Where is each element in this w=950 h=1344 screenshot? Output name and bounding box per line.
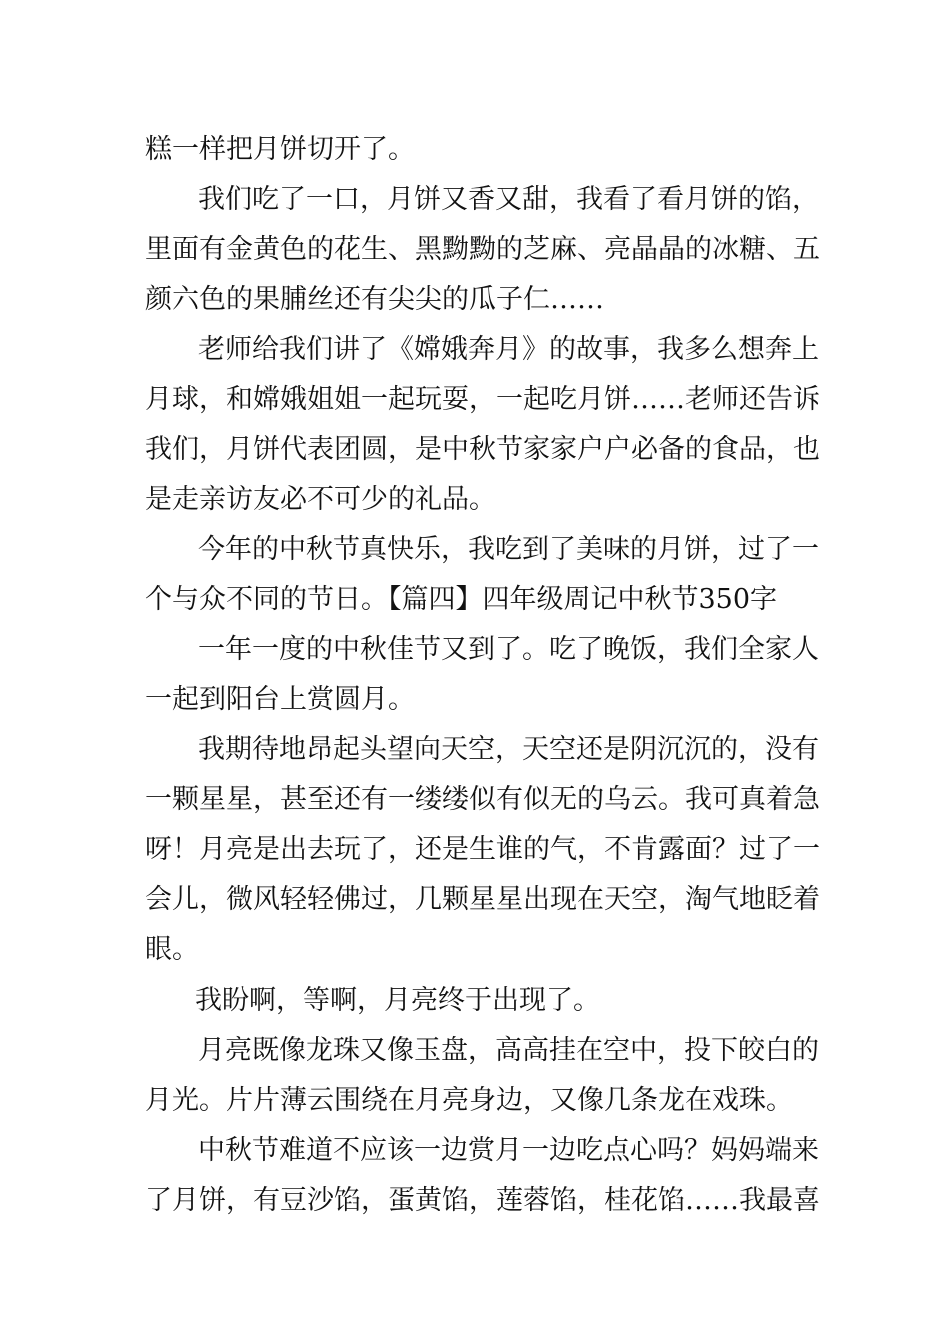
text-line-2: 我们吃了一口，月饼又香又甜，我看了看月饼的馅， [198, 184, 819, 215]
text-line-12: 一起到阳台上赏圆月。 [145, 684, 415, 715]
text-line-7: 我们，月饼代表团圆，是中秋节家家户户必备的食品，也 [145, 434, 820, 465]
text-line-6: 月球，和嫦娥姐姐一起玩耍，一起吃月饼……老师还告诉 [145, 384, 820, 415]
text-line-4: 颜六色的果脯丝还有尖尖的瓜子仁…… [145, 284, 604, 315]
text-line-21: 中秋节难道不应该一边赏月一边吃点心吗？妈妈端来 [198, 1135, 819, 1166]
text-line-14: 一颗星星，甚至还有一缕缕似有似无的乌云。我可真着急 [145, 784, 820, 815]
text-line-13: 我期待地昂起头望向天空，天空还是阴沉沉的，没有 [198, 734, 819, 765]
text-line-1: 糕一样把月饼切开了。 [145, 134, 415, 165]
text-line-9: 今年的中秋节真快乐，我吃到了美味的月饼，过了一 [198, 534, 819, 565]
text-line-11: 一年一度的中秋佳节又到了。吃了晚饭，我们全家人 [198, 634, 819, 665]
text-line-8: 是走亲访友必不可少的礼品。 [145, 484, 496, 515]
text-line-19: 月亮既像龙珠又像玉盘，高高挂在空中，投下皎白的 [198, 1035, 819, 1066]
text-line-18: 我盼啊，等啊，月亮终于出现了。 [195, 985, 600, 1016]
text-line-3: 里面有金黄色的花生、黑黝黝的芝麻、亮晶晶的冰糖、五 [145, 234, 820, 265]
text-line-20: 月光。片片薄云围绕在月亮身边，又像几条龙在戏珠。 [145, 1085, 793, 1116]
text-line-17: 眼。 [145, 934, 199, 965]
text-line-16: 会儿，微风轻轻佛过，几颗星星出现在天空，淘气地眨着 [145, 884, 820, 915]
text-line-22: 了月饼，有豆沙馅，蛋黄馅，莲蓉馅，桂花馅……我最喜 [145, 1185, 820, 1216]
text-line-10: 个与众不同的节日。【篇四】四年级周记中秋节350字 [145, 584, 778, 615]
text-line-15: 呀！月亮是出去玩了，还是生谁的气，不肯露面？过了一 [145, 834, 820, 865]
text-line-5: 老师给我们讲了《嫦娥奔月》的故事，我多么想奔上 [198, 334, 819, 365]
